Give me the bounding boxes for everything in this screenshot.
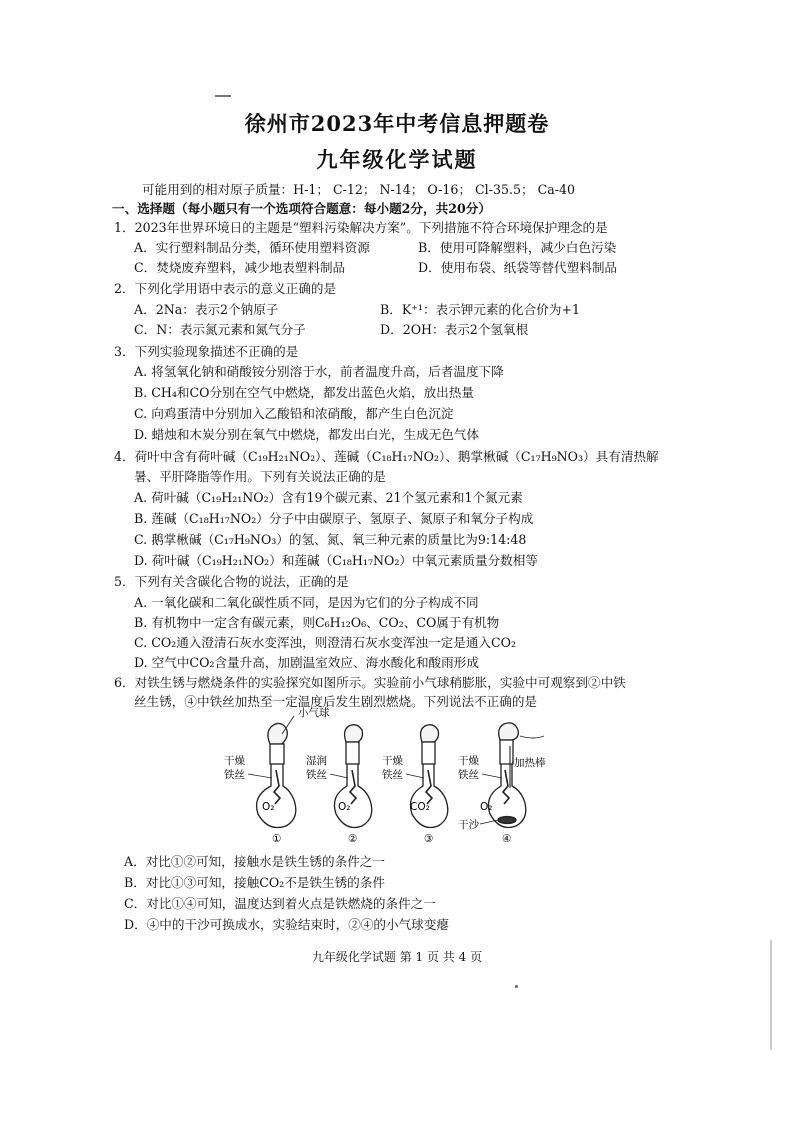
question-1-option-d: D．使用布袋、纸袋等替代塑料制品 — [418, 260, 618, 275]
question-4-option-a: A. 荷叶碱（C₁₉H₂₁NO₂）含有19个碳元素、21个氢元素和1个氮元素 — [134, 490, 523, 505]
flask-4-label-line1: 干燥 — [458, 755, 479, 767]
question-6-stem-line2: 丝生锈，④中铁丝加热至一定温度后发生剧烈燃烧。下列说法不正确的是 — [134, 694, 537, 709]
scan-speck — [515, 985, 518, 988]
question-2-option-d: D．2OH：表示2个氢氧根 — [380, 322, 529, 337]
question-2-option-b: B．K⁺¹：表示钾元素的化合价为+1 — [380, 302, 581, 317]
flask-1-gas: O₂ — [262, 801, 275, 813]
flask-2-gas: O₂ — [338, 801, 351, 813]
question-4-stem-line2: 暑、平肝降脂等作用。下列有关说法正确的是 — [134, 469, 386, 484]
question-3-option-a: A. 将氢氧化钠和硝酸铵分别溶于水，前者温度升高，后者温度下降 — [134, 364, 504, 379]
question-5-stem: 5．下列有关含碳化合物的说法，正确的是 — [114, 574, 349, 589]
question-2-option-c: C．N：表示氮元素和氮气分子 — [134, 322, 306, 337]
atomic-mass-note: 可能用到的相对原子质量：H-1； C-12； N-14； O-16； Cl-35.5； Ca-40 — [142, 182, 576, 197]
question-6-option-b: B．对比①③可知，接触CO₂不是铁生锈的条件 — [124, 875, 385, 890]
question-3-stem: 3．下列实验现象描述不正确的是 — [114, 344, 299, 359]
question-6-option-c: C．对比①④可知，温度达到着火点是铁燃烧的条件之一 — [124, 896, 436, 911]
question-4-option-b: B. 莲碱（C₁₈H₁₇NO₂）分子中由碳原子、氢原子、氮原子和氧分子构成 — [134, 511, 534, 526]
question-6-stem-line1: 6．对铁生锈与燃烧条件的实验探究如图所示。实验前小气球稍膨胀，实验中可观察到②中铁 — [114, 675, 626, 690]
flask-3-number: ③ — [424, 833, 434, 845]
question-6-option-d: D．④中的干沙可换成水，实验结束时，②④的小气球变瘪 — [124, 917, 449, 932]
flask-4-number: ④ — [502, 833, 512, 845]
flask-4 — [488, 723, 544, 828]
question-3-option-b: B. CH₄和CO分别在空气中燃烧，都发出蓝色火焰，放出热量 — [134, 385, 474, 400]
flask-3-label-line1: 干燥 — [382, 755, 403, 767]
experiment-figure — [218, 706, 548, 846]
sand-label: 干沙 — [458, 819, 479, 831]
question-4-stem-line1: 4．荷叶中含有荷叶碱（C₁₉H₂₁NO₂）、莲碱（C₁₈H₁₇NO₂）、鹅掌楸碱（C₁₇H₉NO₃）具有清热解 — [114, 449, 659, 464]
question-4-option-c: C. 鹅掌楸碱（C₁₇H₉NO₃）的氢、氮、氧三种元素的质量比为9:14:48 — [134, 532, 527, 547]
page-subtitle: 九年级化学试题 — [316, 147, 478, 172]
flask-4-gas: O₂ — [480, 801, 493, 813]
question-1-stem: 1．2023年世界环境日的主题是“塑料污染解决方案”。下列措施不符合环境保护理念的是 — [114, 220, 608, 235]
question-6-option-a: A．对比①②可知，接触水是铁生锈的条件之一 — [124, 854, 385, 869]
flask-1-label-line1: 干燥 — [224, 755, 245, 767]
question-1-option-a: A．实行塑料制品分类，循环使用塑料资源 — [134, 240, 370, 255]
question-1-option-b: B．使用可降解塑料，减少白色污染 — [418, 240, 617, 255]
question-3-option-c: C. 向鸡蛋清中分别加入乙酸铅和浓硝酸，都产生白色沉淀 — [134, 406, 454, 421]
flask-2-label-line2: 铁丝 — [306, 769, 327, 781]
flask-3-gas: CO₂ — [410, 801, 430, 813]
flask-2-label-line1: 湿润 — [306, 755, 327, 767]
question-1-option-c: C．焚烧废弃塑料，减少地表塑料制品 — [134, 260, 346, 275]
scan-edge — [770, 940, 772, 1050]
scan-mark — [215, 95, 231, 97]
flask-3-label-line2: 铁丝 — [382, 769, 403, 781]
page-footer: 九年级化学试题 第 1 页 共 4 页 — [311, 950, 483, 964]
question-2-stem: 2．下列化学用语中表示的意义正确的是 — [114, 281, 337, 296]
page-title: 徐州市2023年中考信息押题卷 — [244, 111, 550, 136]
question-3-option-d: D. 蜡烛和木炭分别在氧气中燃烧，都发出白光，生成无色气体 — [134, 427, 480, 442]
flask-4-label-line2: 铁丝 — [458, 769, 479, 781]
question-5-option-d: D. 空气中CO₂含量升高，加剧温室效应、海水酸化和酸雨形成 — [134, 655, 479, 670]
heater-label: 加热棒 — [514, 757, 546, 769]
question-5-option-b: B. 有机物中一定含有碳元素，则C₆H₁₂O₆、CO₂、CO属于有机物 — [134, 615, 500, 630]
question-4-option-d: D. 荷叶碱（C₁₉H₂₁NO₂）和莲碱（C₁₈H₁₇NO₂）中氧元素质量分数相等 — [134, 553, 538, 568]
flask-1-label-line2: 铁丝 — [224, 769, 245, 781]
balloon-label: 小气球 — [298, 707, 330, 719]
section-heading: 一、选择题（每小题只有一个选项符合题意：每小题2分，共20分） — [112, 201, 491, 216]
flask-2-number: ② — [348, 833, 358, 845]
question-2-option-a: A．2Na：表示2个钠原子 — [134, 302, 279, 317]
question-5-option-a: A. 一氧化碳和二氧化碳性质不同，是因为它们的分子构成不同 — [134, 595, 479, 610]
flask-1-number: ① — [272, 833, 282, 845]
question-5-option-c: C. CO₂通入澄清石灰水变浑浊，则澄清石灰水变浑浊一定是通入CO₂ — [134, 635, 517, 650]
